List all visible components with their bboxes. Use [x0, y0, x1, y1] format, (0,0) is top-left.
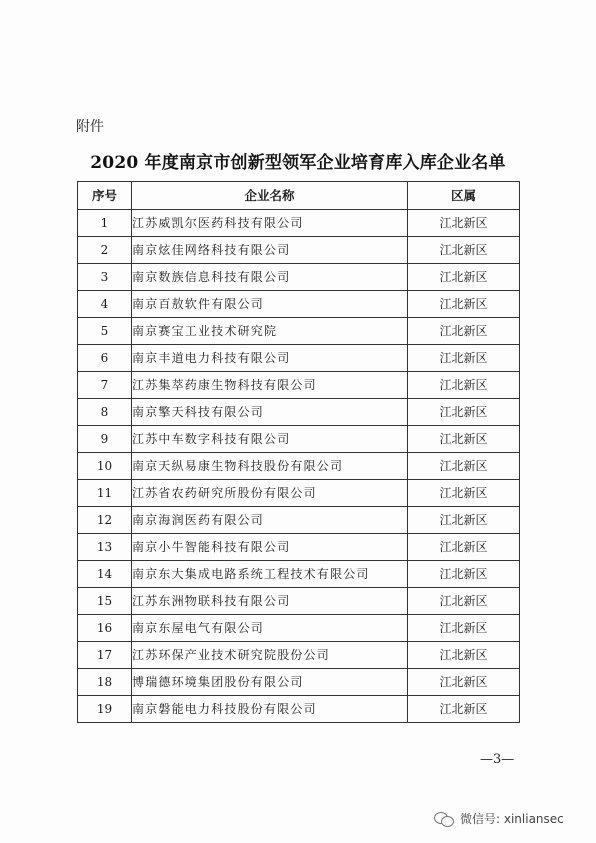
row-number: 13 [78, 534, 132, 561]
enterprise-name: 江苏东洲物联科技有限公司 [132, 588, 408, 615]
table-row [78, 318, 520, 345]
district: 江北新区 [408, 372, 520, 399]
enterprise-name: 南京赛宝工业技术研究院 [132, 318, 408, 345]
row-number: 6 [78, 345, 132, 372]
header-district: 区属 [408, 182, 520, 210]
enterprise-name: 江苏中车数字科技有限公司 [132, 426, 408, 453]
district: 江北新区 [408, 345, 520, 372]
enterprise-name: 南京磐能电力科技股份有限公司 [132, 696, 408, 723]
row-number: 8 [78, 399, 132, 426]
table-row [78, 291, 520, 318]
header-name: 企业名称 [132, 182, 408, 210]
table-row [78, 399, 520, 426]
table-row [78, 345, 520, 372]
row-number: 11 [78, 480, 132, 507]
district: 江北新区 [408, 237, 520, 264]
table-row [78, 372, 520, 399]
district: 江北新区 [408, 615, 520, 642]
row-number: 2 [78, 237, 132, 264]
district: 江北新区 [408, 210, 520, 237]
table-header-row [78, 182, 520, 210]
table-row [78, 696, 520, 723]
district: 江北新区 [408, 534, 520, 561]
row-number: 12 [78, 507, 132, 534]
district: 江北新区 [408, 291, 520, 318]
district: 江北新区 [408, 453, 520, 480]
row-number: 19 [78, 696, 132, 723]
table-row [78, 669, 520, 696]
table-row [78, 642, 520, 669]
enterprise-name: 江苏威凯尔医药科技有限公司 [132, 210, 408, 237]
enterprise-name: 南京丰道电力科技有限公司 [132, 345, 408, 372]
enterprise-name: 博瑞德环境集团股份有限公司 [132, 669, 408, 696]
table-row [78, 210, 520, 237]
enterprise-table [77, 181, 520, 723]
district: 江北新区 [408, 561, 520, 588]
enterprise-name: 南京东屋电气有限公司 [132, 615, 408, 642]
enterprise-name: 南京炫佳网络科技有限公司 [132, 237, 408, 264]
table-row [78, 534, 520, 561]
enterprise-name: 南京海润医药有限公司 [132, 507, 408, 534]
table-row [78, 588, 520, 615]
enterprise-name: 南京天纵易康生物科技股份有限公司 [132, 453, 408, 480]
district: 江北新区 [408, 642, 520, 669]
row-number: 10 [78, 453, 132, 480]
document-title: 2020 年度南京市创新型领军企业培育库入库企业名单 [90, 153, 506, 173]
row-number: 18 [78, 669, 132, 696]
table-row [78, 561, 520, 588]
district: 江北新区 [408, 399, 520, 426]
table-row [78, 453, 520, 480]
row-number: 4 [78, 291, 132, 318]
table-row [78, 507, 520, 534]
row-number: 14 [78, 561, 132, 588]
enterprise-name: 江苏环保产业技术研究院股份公司 [132, 642, 408, 669]
row-number: 7 [78, 372, 132, 399]
district: 江北新区 [408, 669, 520, 696]
district: 江北新区 [408, 480, 520, 507]
enterprise-name: 南京数族信息科技有限公司 [132, 264, 408, 291]
enterprise-name: 南京东大集成电路系统工程技术有限公司 [132, 561, 408, 588]
district: 江北新区 [408, 426, 520, 453]
enterprise-name: 南京百敖软件有限公司 [132, 291, 408, 318]
enterprise-name: 江苏集萃药康生物科技有限公司 [132, 372, 408, 399]
table-row [78, 480, 520, 507]
row-number: 3 [78, 264, 132, 291]
wechat-id-text: 微信号: xinliansec [460, 812, 564, 826]
row-number: 15 [78, 588, 132, 615]
header-no: 序号 [78, 182, 132, 210]
table-row [78, 615, 520, 642]
district: 江北新区 [408, 264, 520, 291]
page-number: —3— [480, 752, 515, 767]
enterprise-name: 南京擎天科技有限公司 [132, 399, 408, 426]
district: 江北新区 [408, 507, 520, 534]
wechat-icon [434, 811, 454, 827]
row-number: 1 [78, 210, 132, 237]
row-number: 5 [78, 318, 132, 345]
table-row [78, 264, 520, 291]
row-number: 16 [78, 615, 132, 642]
enterprise-name: 南京小牛智能科技有限公司 [132, 534, 408, 561]
district: 江北新区 [408, 318, 520, 345]
row-number: 9 [78, 426, 132, 453]
table-row [78, 426, 520, 453]
table-body [78, 210, 520, 723]
district: 江北新区 [408, 696, 520, 723]
table-row [78, 237, 520, 264]
wechat-watermark [434, 810, 564, 827]
attachment-label: 附件 [76, 119, 104, 135]
enterprise-name: 江苏省农药研究所股份有限公司 [132, 480, 408, 507]
row-number: 17 [78, 642, 132, 669]
district: 江北新区 [408, 588, 520, 615]
